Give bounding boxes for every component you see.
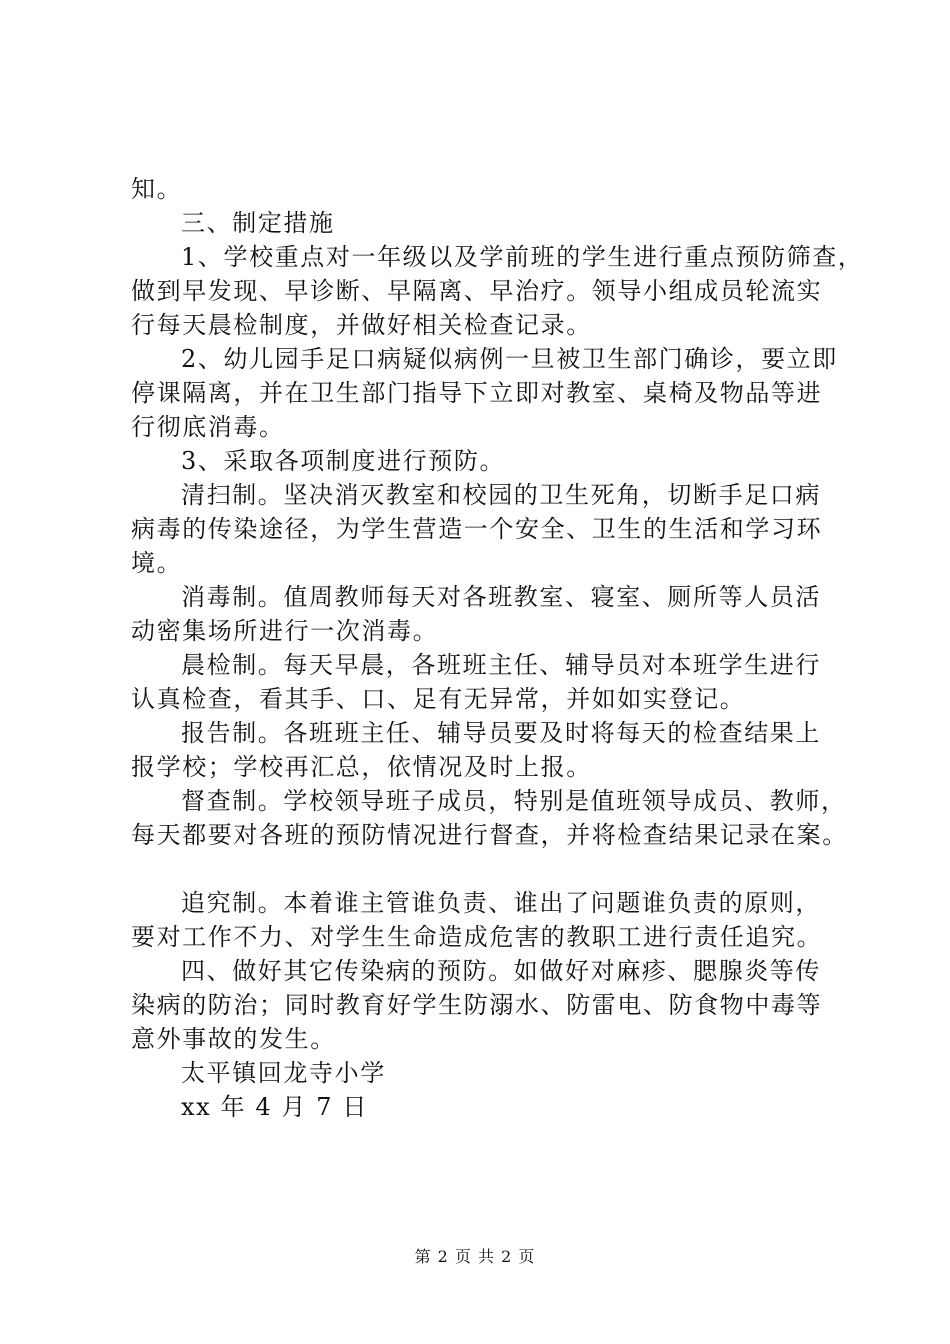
- text-line: 清扫制。坚决消灭教室和校园的卫生死角，切断手足口病: [181, 481, 821, 509]
- text-line: 意外事故的发生。: [131, 1025, 336, 1053]
- text-line: 行彻底消毒。: [131, 413, 285, 441]
- text-line: 每天都要对各班的预防情况进行督查，并将检查结果记录在案。: [131, 821, 848, 849]
- text-line: 三、制定措施: [181, 209, 335, 237]
- text-line: 要对工作不力、对学生生命造成危害的教职工进行责任追究。: [131, 923, 823, 951]
- document-body: [131, 172, 864, 1124]
- text-line: 追究制。本着谁主管谁负责、谁出了问题谁负责的原则，: [181, 889, 821, 917]
- text-line: 晨检制。每天早晨，各班班主任、辅导员对本班学生进行: [181, 651, 821, 679]
- text-line: 染病的防治；同时教育好学生防溺水、防雷电、防食物中毒等: [131, 991, 823, 1019]
- text-line: 3、采取各项制度进行预防。: [181, 447, 506, 475]
- page-footer: 第 2 页 共 2 页: [414, 1247, 536, 1266]
- text-line: 督查制。学校领导班子成员，特别是值班领导成员、教师，: [181, 787, 847, 815]
- blank-line: [131, 852, 851, 886]
- text-line: xx 年 4 月 7 日: [181, 1093, 368, 1121]
- text-line: 太平镇回龙寺小学: [181, 1059, 386, 1087]
- text-line: 境。: [131, 549, 183, 577]
- text-line: 1、学校重点对一年级以及学前班的学生进行重点预防筛查，: [181, 243, 864, 271]
- text-line: 病毒的传染途径，为学生营造一个安全、卫生的生活和学习环: [131, 515, 823, 543]
- text-line: 做到早发现、早诊断、早隔离、早治疗。领导小组成员轮流实: [131, 277, 823, 305]
- text-line: 报告制。各班班主任、辅导员要及时将每天的检查结果上: [181, 719, 821, 747]
- text-line: 2、幼儿园手足口病疑似病例一旦被卫生部门确诊，要立即: [181, 345, 838, 373]
- text-line: 行每天晨检制度，并做好相关检查记录。: [131, 311, 592, 339]
- text-line: 认真检查，看其手、口、足有无异常，并如如实登记。: [131, 685, 746, 713]
- text-line: 消毒制。值周教师每天对各班教室、寝室、厕所等人员活: [181, 583, 821, 611]
- text-line: 动密集场所进行一次消毒。: [131, 617, 439, 645]
- text-line: 知。: [131, 175, 183, 203]
- text-line: 停课隔离，并在卫生部门指导下立即对教室、桌椅及物品等进: [131, 379, 823, 407]
- text-line: 四、做好其它传染病的预防。如做好对麻疹、腮腺炎等传: [181, 957, 821, 985]
- text-line: 报学校；学校再汇总，依情况及时上报。: [131, 753, 592, 781]
